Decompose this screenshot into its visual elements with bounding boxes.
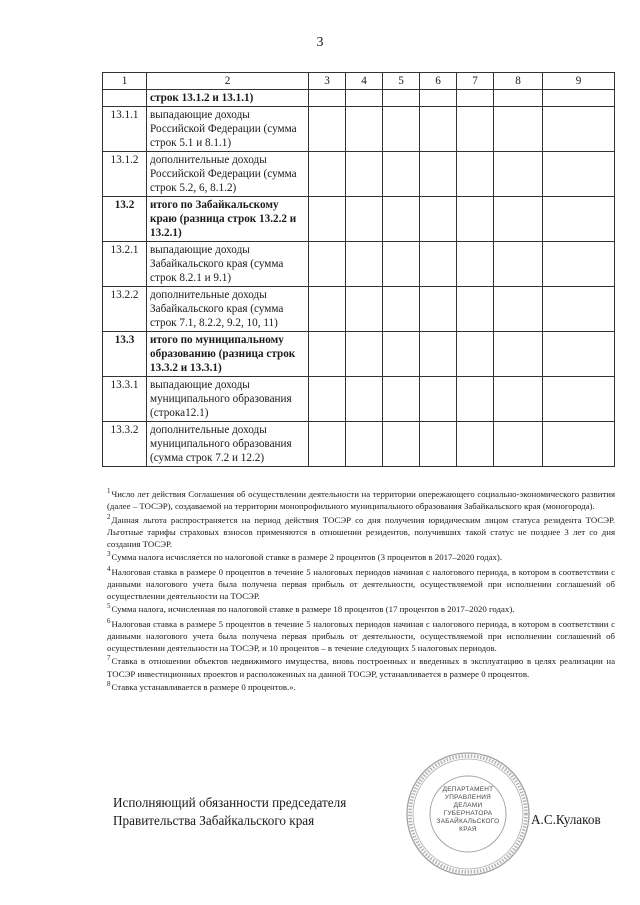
- empty-cell: [309, 422, 346, 467]
- empty-cell: [420, 107, 457, 152]
- row-label: дополнительные доходы Забайкальского края (сумма строк 7.1, 8.2.2, 9.2, 10, 11): [147, 287, 309, 332]
- empty-cell: [383, 422, 420, 467]
- signatory-title-line-2: Правительства Забайкальского края: [113, 813, 315, 828]
- empty-cell: [383, 377, 420, 422]
- footnote-text: Число лет действия Соглашения об осуществлении деятельности на территории опережающего социально-экономического развития (далее – ТОСЭР), создаваемой на территории монопрофильного муниципального образования Забайкальского края (моногорода).: [107, 489, 615, 512]
- footnote-text: Данная льгота распространяется на период действия ТОСЭР со дня получения юридическим лицом статуса резидента ТОСЭР. Льготные тарифы страховых взносов применяются в отношении резидентов, получивших такой статус не позднее 3 лет со дня создания ТОСЭР.: [107, 515, 615, 549]
- empty-cell: [457, 377, 494, 422]
- empty-cell: [309, 152, 346, 197]
- empty-cell: [383, 242, 420, 287]
- empty-cell: [383, 287, 420, 332]
- empty-cell: [309, 377, 346, 422]
- empty-cell: [494, 242, 543, 287]
- column-header: 4: [346, 73, 383, 90]
- footnote-text: Ставка устанавливается в размере 0 процентов.».: [111, 682, 296, 693]
- row-number: 13.3.1: [103, 377, 147, 422]
- column-header: 7: [457, 73, 494, 90]
- empty-cell: [494, 90, 543, 107]
- row-label: выпадающие доходы муниципального образования (строка12.1): [147, 377, 309, 422]
- empty-cell: [420, 422, 457, 467]
- empty-cell: [457, 422, 494, 467]
- empty-cell: [383, 152, 420, 197]
- row-number: [103, 90, 147, 107]
- data-table: [102, 72, 615, 467]
- signatory-title-line-1: Исполняющий обязанности председателя: [113, 795, 347, 810]
- table-row: [103, 422, 615, 467]
- empty-cell: [543, 332, 615, 377]
- empty-cell: [346, 377, 383, 422]
- column-header: 2: [147, 73, 309, 90]
- footnotes: [107, 489, 615, 697]
- footnote: [107, 682, 615, 694]
- column-header: 1: [103, 73, 147, 90]
- footnote-marker: 5: [107, 602, 111, 611]
- table-row: [103, 242, 615, 287]
- footnote-marker: 6: [107, 617, 111, 625]
- empty-cell: [346, 287, 383, 332]
- footnote-text: Налоговая ставка в размере 0 процентов в течение 5 налоговых периодов начиная с налогового периода, в котором в соответствии с данными налогового учета была получена первая прибыль от деятельности, осуществляемой при исполнении соглашений об осуществлении деятельности на ТОСЭР.: [107, 567, 615, 601]
- empty-cell: [346, 422, 383, 467]
- empty-cell: [346, 242, 383, 287]
- footnote: [107, 619, 615, 654]
- empty-cell: [543, 107, 615, 152]
- footnote: [107, 656, 615, 680]
- empty-cell: [309, 107, 346, 152]
- empty-cell: [309, 287, 346, 332]
- table-row: [103, 332, 615, 377]
- empty-cell: [420, 197, 457, 242]
- empty-cell: [383, 332, 420, 377]
- row-number: 13.3.2: [103, 422, 147, 467]
- table-row: [103, 197, 615, 242]
- empty-cell: [543, 90, 615, 107]
- footnote: [107, 489, 615, 513]
- empty-cell: [346, 332, 383, 377]
- footnote-text: Ставка в отношении объектов недвижимого имущества, вновь построенных и введенных в эксплуатацию в целях реализации на ТОСЭР инвестиционных проектов и расположенных на данной ТОСЭР, устанавливается в размере 0 процентов.: [107, 656, 615, 679]
- footnote-text: Налоговая ставка в размере 5 процентов в течение 5 налоговых периодов начиная с налогового периода, в котором в соответствии с данными налогового учета была получена первая прибыль от деятельности, осуществляемой при исполнении соглашений об осуществлении деятельности на ТОСЭР, и 10 процентов – в течение следующих 5 налоговых периодов.: [107, 619, 615, 653]
- table-row: [103, 107, 615, 152]
- empty-cell: [346, 197, 383, 242]
- empty-cell: [543, 152, 615, 197]
- empty-cell: [494, 422, 543, 467]
- empty-cell: [543, 197, 615, 242]
- signatory-title: [113, 794, 346, 830]
- empty-cell: [309, 332, 346, 377]
- footnote-text: Сумма налога, исчисленная по налоговой ставке в размере 18 процентов (17 процентов в 2017–2020 годах).: [111, 604, 515, 615]
- footnote-marker: 7: [107, 654, 111, 663]
- empty-cell: [494, 107, 543, 152]
- stamp-text: ДЕПАРТАМЕНТ УПРАВЛЕНИЯ ДЕЛАМИ ГУБЕРНАТОРА ЗАБАЙКАЛЬСКОГО КРАЯ: [436, 786, 500, 833]
- row-number: 13.1.1: [103, 107, 147, 152]
- empty-cell: [543, 242, 615, 287]
- row-number: 13.3: [103, 332, 147, 377]
- footnote: [107, 604, 615, 616]
- row-number: 13.2.1: [103, 242, 147, 287]
- row-label: дополнительные доходы муниципального образования (сумма строк 7.2 и 12.2): [147, 422, 309, 467]
- footnote-marker: 1: [107, 487, 111, 495]
- empty-cell: [420, 242, 457, 287]
- row-label: выпадающие доходы Российской Федерации (сумма строк 5.1 и 8.1.1): [147, 107, 309, 152]
- row-label: выпадающие доходы Забайкальского края (сумма строк 8.2.1 и 9.1): [147, 242, 309, 287]
- empty-cell: [494, 287, 543, 332]
- footnote-marker: 8: [107, 680, 111, 689]
- footnote: [107, 515, 615, 550]
- row-label: итого по Забайкальскому краю (разница строк 13.2.2 и 13.2.1): [147, 197, 309, 242]
- empty-cell: [420, 287, 457, 332]
- table-row: [103, 90, 615, 107]
- empty-cell: [457, 90, 494, 107]
- empty-cell: [383, 107, 420, 152]
- column-header: 9: [543, 73, 615, 90]
- empty-cell: [543, 287, 615, 332]
- empty-cell: [383, 197, 420, 242]
- empty-cell: [494, 332, 543, 377]
- empty-cell: [457, 332, 494, 377]
- table-body: [103, 90, 615, 467]
- footnote: [107, 552, 615, 564]
- empty-cell: [494, 152, 543, 197]
- empty-cell: [309, 197, 346, 242]
- page-number: 3: [316, 35, 324, 50]
- footnote: [107, 567, 615, 602]
- column-header: 8: [494, 73, 543, 90]
- row-label: итого по муниципальному образованию (разница строк 13.3.2 и 13.3.1): [147, 332, 309, 377]
- footnote-marker: 4: [107, 565, 111, 573]
- table-header-row: [103, 73, 615, 90]
- row-number: 13.2.2: [103, 287, 147, 332]
- empty-cell: [457, 242, 494, 287]
- empty-cell: [543, 422, 615, 467]
- empty-cell: [457, 287, 494, 332]
- empty-cell: [494, 377, 543, 422]
- column-header: 5: [383, 73, 420, 90]
- empty-cell: [420, 332, 457, 377]
- empty-cell: [420, 90, 457, 107]
- empty-cell: [543, 377, 615, 422]
- empty-cell: [420, 152, 457, 197]
- empty-cell: [309, 90, 346, 107]
- empty-cell: [420, 377, 457, 422]
- footnote-text: Сумма налога исчисляется по налоговой ставке в размере 2 процентов (3 процентов в 2017–2020 годах).: [111, 552, 503, 563]
- row-label: дополнительные доходы Российской Федерации (сумма строк 5.2, 6, 8.1.2): [147, 152, 309, 197]
- row-label: строк 13.1.2 и 13.1.1): [147, 90, 309, 107]
- column-header: 6: [420, 73, 457, 90]
- empty-cell: [346, 90, 383, 107]
- table-row: [103, 287, 615, 332]
- row-number: 13.1.2: [103, 152, 147, 197]
- empty-cell: [346, 107, 383, 152]
- empty-cell: [457, 197, 494, 242]
- empty-cell: [309, 242, 346, 287]
- empty-cell: [383, 90, 420, 107]
- empty-cell: [346, 152, 383, 197]
- empty-cell: [457, 107, 494, 152]
- footnote-marker: 2: [107, 513, 111, 521]
- row-number: 13.2: [103, 197, 147, 242]
- footnote-marker: 3: [107, 550, 111, 559]
- table-row: [103, 377, 615, 422]
- table-row: [103, 152, 615, 197]
- column-header: 3: [309, 73, 346, 90]
- empty-cell: [457, 152, 494, 197]
- signatory-name: А.С.Кулаков: [531, 812, 601, 827]
- empty-cell: [494, 197, 543, 242]
